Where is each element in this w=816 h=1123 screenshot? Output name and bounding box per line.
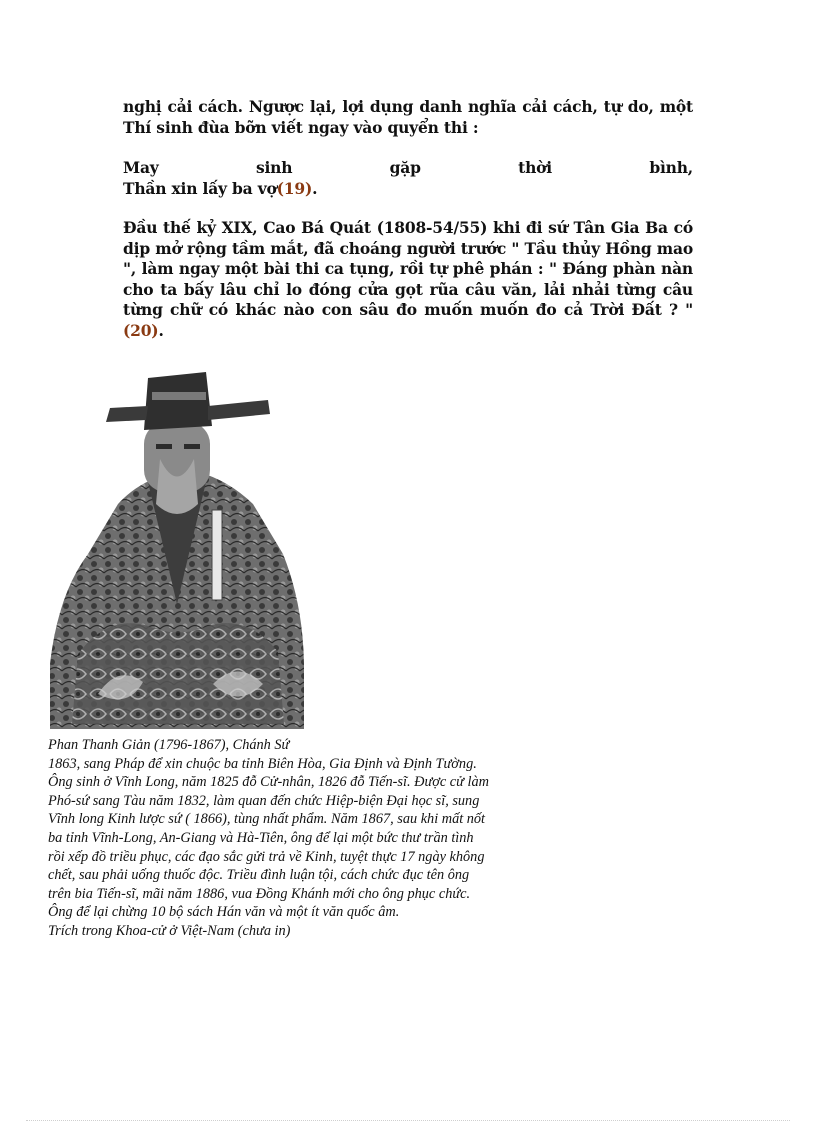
poem-word: bình, [649, 158, 693, 177]
portrait-image [48, 364, 306, 734]
paragraph-3 [123, 218, 693, 341]
caption-line: rồi xếp đồ triều phục, các đạo sắc gửi trả về Kinh, tuyệt thực 17 ngày không [48, 848, 485, 865]
caption-line: Ông sinh ở Vĩnh Long, năm 1825 đỗ Cử-nhân, 1826 đỗ Tiến-sĩ. Được cử làm [48, 774, 489, 791]
poem-word: gặp [389, 158, 421, 177]
poem-word: May [123, 158, 159, 177]
paragraph-3-text: Đầu thế kỷ XIX, Cao Bá Quát (1808-54/55) khi đi sứ Tân Gia Ba có dịp mở rộng tầm mắt, đã choáng người trước " Tầu thủy Hồng mao ", làm ngay một bài thi ca tụng, rồi tự phê phán : " Đáng phàn nàn cho ta bấy lâu chỉ lo đóng cửa gọt rũa câu văn, lải nhải từng câu từng chữ có khác nào con sâu đo muốn muốn đo cả Trời Đất ? " [123, 218, 693, 319]
caption-title: Phan Thanh Giản (1796-1867), Chánh Sứ [48, 737, 290, 753]
poem-word: sinh [255, 158, 293, 177]
paragraph-1: nghị cải cách. Ngược lại, lợi dụng danh nghĩa cải cách, tự do, một Thí sinh đùa bỡn viết ngay vào quyển thi : [123, 97, 693, 137]
poem-line-1 [123, 158, 693, 179]
caption-line: trên bia Tiến-sĩ, mãi năm 1886, vua Đồng Khánh mới cho ông phục chức. [48, 885, 471, 902]
caption-line: Vĩnh long Kinh lược sứ ( 1866), tùng nhất phẩm. Năm 1867, sau khi mất nốt [48, 811, 486, 828]
poem-line-2-text: Thần xin lấy ba vợ [123, 178, 277, 198]
poem-line-2-end: . [312, 178, 318, 198]
poem [123, 158, 693, 199]
footnote-ref-20[interactable]: (20) [123, 320, 159, 340]
poem-word: thời [518, 158, 552, 177]
caption-line: Phó-sứ sang Tàu năm 1832, làm quan đến chức Hiệp-biện Đại học sĩ, sung [48, 792, 480, 809]
caption-line: Ông để lại chừng 10 bộ sách Hán văn và một ít văn quốc âm. [48, 904, 400, 921]
hat-shape [144, 372, 212, 430]
caption-line: chết, sau phải uống thuốc độc. Triều đình luận tội, cách chức đục tên ông [48, 867, 470, 884]
poem-line-2 [123, 179, 693, 200]
footnote-ref-19[interactable]: (19) [276, 178, 313, 198]
page-bottom-divider [26, 1120, 790, 1121]
figure-caption [48, 736, 563, 941]
caption-line: 1863, sang Pháp để xin chuộc ba tỉnh Biên Hòa, Gia Định và Định Tường. [48, 755, 477, 772]
caption-source: Trích trong Khoa-cử ở Việt-Nam (chưa in) [48, 922, 291, 939]
caption-line: ba tỉnh Vĩnh-Long, An-Giang và Hà-Tiên, ông để lại một bức thư trần tình [48, 829, 474, 846]
paragraph-3-end: . [158, 320, 164, 340]
